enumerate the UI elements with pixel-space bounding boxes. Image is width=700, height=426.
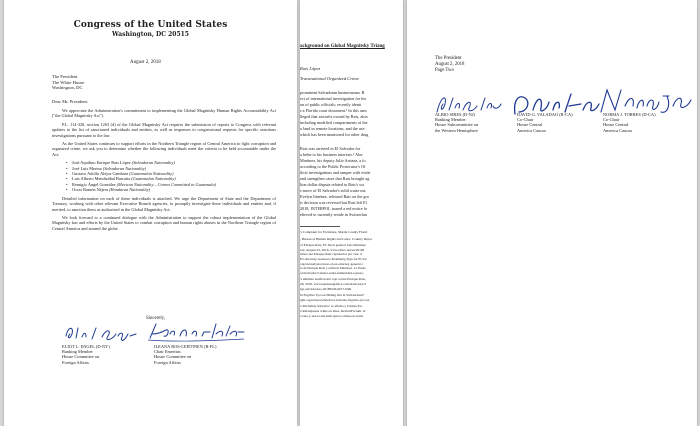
footnote-line: ion: August 23, 2016. www.elfaro.net/es/20160: [300, 247, 365, 252]
signature-block-ros-lehtinen: [154, 344, 216, 365]
individual-nationality: (Salvadoran Nationality): [131, 160, 175, 166]
signer-name: DAVID G. VALADAO (R-CA): [517, 112, 573, 117]
address-line: The President: [52, 74, 78, 79]
signer-title: Foreign Affairs: [62, 359, 89, 365]
attachment-paragraph: [300, 146, 403, 218]
footnote-line: ó Michelleu Salvador: se afirma y Crimes Fac: [300, 304, 363, 309]
text-line: lion dollar dispute related to Rais's wa: [300, 182, 365, 187]
signer-name: ALBIO SIRES (D-NJ): [435, 112, 476, 117]
signer-title: Co-Chair: [517, 117, 534, 123]
text-line: lleged that aircrafts owned by Rais, alon: [300, 114, 368, 119]
footnote-line: a/elsalvador/Camara-retira-inmunidad-a-jueza-: [300, 270, 364, 275]
text-line: which has been monitored for other drug: [300, 132, 369, 137]
signer-title: House Committee on: [154, 354, 192, 360]
individual-name: José Luis Merino: [72, 165, 102, 171]
text-line: 2018, INTERPOL issued a red notice fo: [300, 206, 368, 211]
letter-page-two: [407, 0, 697, 426]
signer-title: House Subcommittee on: [435, 122, 479, 128]
individual-nationality: (Salvadoran Nationality): [102, 165, 147, 171]
list-item: [72, 187, 276, 192]
text-line: according to the Public Prosecutor's Of: [300, 164, 366, 169]
individual-name: Remigio Ángel González: [72, 181, 116, 187]
closing: Sincerely,: [146, 316, 166, 321]
text-line: Martínez, his deputy Julio Arriaza, a fo: [300, 158, 366, 163]
individual-nationality: (Guatemalan Nationality): [131, 176, 176, 182]
signature-ros-lehtinen-image: [146, 320, 246, 344]
body-paragraph: We look forward to a continued dialogue with the Administration to support the robust implementation of the Global Magnitsky law and efforts by the United States to combat corruption and human rights abuses in the Northern Triangle region of Central America and around the globe.: [52, 214, 276, 231]
text-line: s move of El Salvador's solid waste ma: [300, 188, 366, 193]
text-line: a bribe to his business interests.² Alor: [300, 152, 363, 157]
individual-nationality: (Mexican Nationality – Crimes Committed in Guatemala): [116, 181, 217, 187]
individual-name: José Aquilino Enrique Rais López: [72, 160, 131, 166]
recipient-address: [52, 74, 84, 91]
address-line: Washington, DC: [52, 85, 83, 91]
signer-title: House Central: [517, 122, 543, 128]
signer-title: House Central: [603, 122, 629, 128]
signer-title: Chair Emeritus: [154, 349, 181, 355]
footnote-line: ía de Enrique Rais y exfiscal Martínez. La Prens: [300, 266, 366, 271]
signer-title: Foreign Affairs: [154, 359, 181, 365]
individual-nationality: (Guatemalan Nationality): [129, 171, 174, 177]
individual-name: Gustavo Adolfo Alejos Cambara: [72, 171, 128, 177]
footnote-line: of Enrique Rais, Ex fiscal general Luis Martínez: [300, 243, 366, 248]
header-line: The President: [435, 56, 462, 61]
footnote-line: iga-salvadoreno-20180226-0017.html: [300, 286, 352, 291]
signature-block-sires: [435, 112, 478, 133]
footnote-rule: [300, 226, 340, 227]
footnote-line: Ex-Attorney General a Promising Sign for El Sal: [300, 256, 367, 261]
attachment-heading: ackground on Global Magnitsky Triang: [300, 44, 385, 49]
body-paragraph: P.L. 114-328, section 1263 (d) of the Global Magnitsky Act requires the submission of reports to Congress with relevant updates to the list of sanctioned individuals and entities, as well as responses to congressional requests for specific sanctions investigations pursuant to the law.: [52, 121, 276, 138]
letter-date: August 2, 2018: [130, 60, 161, 65]
signature-block-valadao: [517, 112, 573, 133]
signer-title: America Caucus: [517, 127, 547, 133]
signer-name: ELIOT L. ENGEL (D-NY): [62, 344, 110, 349]
page-two-header: [435, 56, 464, 74]
text-line: on of public officials; recently identi: [300, 102, 362, 107]
signer-name: NORMA J. TORRES (D-CA): [603, 112, 656, 117]
signer-title: Ranking Member: [62, 349, 93, 355]
text-line: o land in remote locations, and the use: [300, 126, 365, 131]
signature-block-torres: [603, 112, 656, 133]
attachment-subheading: Raís López: [300, 66, 321, 71]
signer-title: the Western Hemisphere: [435, 127, 478, 133]
signer-title: America Caucus: [603, 127, 633, 133]
signature-block-engel: [62, 344, 110, 365]
footnotes: [300, 230, 403, 318]
attachment-paragraph: [300, 90, 403, 138]
text-line: s a Florida court document.¹ In this sam: [300, 108, 367, 113]
letter-body: [52, 108, 276, 234]
individual-name: Oscar Ramón Nájera: [72, 187, 109, 193]
footnote-line: ó ruta-y-usa-la-ma-helicoptero-crime-en-venta: [300, 313, 364, 318]
text-line: is decision was reversed but Rais left El: [300, 200, 367, 205]
signature-engel-image: [62, 322, 142, 344]
footnote-line: org/en/analysis/arrest-of-ex-attorney-general-i: [300, 261, 363, 266]
text-line: prominent Salvadoran businessman. R: [300, 90, 365, 95]
header-line: Page Two: [435, 68, 454, 73]
letterhead: [4, 20, 297, 38]
letterhead-title: Congress of the United States: [73, 20, 228, 30]
footnote-line: , Bureau of Human Rights and Labor. Country Repor: [300, 236, 373, 241]
body-paragraph: We appreciate the Administration's commitment to implementing the Global Magnitsky Human Rights Accountability Act ("the Global Magnitsky Act").: [52, 108, 276, 119]
footnote-line: ight.org/en/news/briefs/el-salvador-fugitive-tycoon: [300, 297, 370, 302]
attachment-subheading: Transnational Organized Crime: [300, 76, 359, 81]
individual-nationality: (Honduran Nationality): [109, 187, 151, 193]
body-paragraph: As the United States continues to support efforts in the Northern Triangle region of Central America to fight corruption and organized crime, we ask you to determine whether the following individuals meet the criteria to be held accountable under the Act:: [52, 141, 276, 157]
footnote-line: 's ultimate notificación roja contra Enrique Rais,: [300, 277, 366, 282]
text-line: including modified compartments of the: [300, 120, 368, 125]
footnote-line: 26, 2018. www.laprensagrafica.com/elsalvador/I: [300, 281, 366, 286]
signer-title: Co-Chair: [603, 117, 620, 123]
attachment-page: [300, 0, 403, 426]
signer-title: Ranking Member: [435, 117, 466, 123]
address-line: The White House: [52, 79, 85, 85]
individuals-list: [52, 160, 276, 192]
signer-name: ILEANA ROS-LEHTINEN (R-FL): [154, 344, 217, 349]
footnote-line: elfaro.net Enrique Rais capturados por caso d: [300, 252, 362, 257]
text-line: Rais was arrested in El Salvador for: [300, 146, 361, 151]
letterhead-city: Washington, DC 20515: [112, 31, 189, 38]
header-line: August 2, 2018: [435, 62, 465, 67]
salutation: Dear Mr. President:: [52, 99, 89, 104]
text-line: ect of international investigation for his: [300, 96, 367, 101]
footnote-line: ó Rafaelpenas crime en línea, RevistaFactum. O: [300, 308, 366, 313]
letter-page-one: [4, 0, 297, 426]
body-paragraph: Detailed information on each of these individuals is attached. We urge the Department of State and the Department of Treasury, working with other relevant Executive Branch agencies, to promptly investigate these individuals and entities and, if merited, to sanction them as authorized in the Global Magnitsky Act.: [52, 195, 276, 212]
signer-title: House Committee on: [62, 354, 100, 360]
individual-name: Luis Alberto Mendizábal Barrutia: [72, 176, 131, 182]
text-line: elieved to currently reside in Switzerlan: [300, 212, 367, 217]
footnote-line: 's Complaint for Forfeiture, Martin County Florid: [300, 230, 368, 234]
text-line: ilicit investigations and tamper with evide: [300, 170, 371, 175]
footnote-line: ht Fugitive Tycoon Hiding Out in Switzerland?: [300, 293, 364, 298]
text-line: Evelyn Jiménez, released Rais on the gro: [300, 194, 369, 199]
text-line: and strengthen cases that Rais brought ag: [300, 176, 370, 181]
